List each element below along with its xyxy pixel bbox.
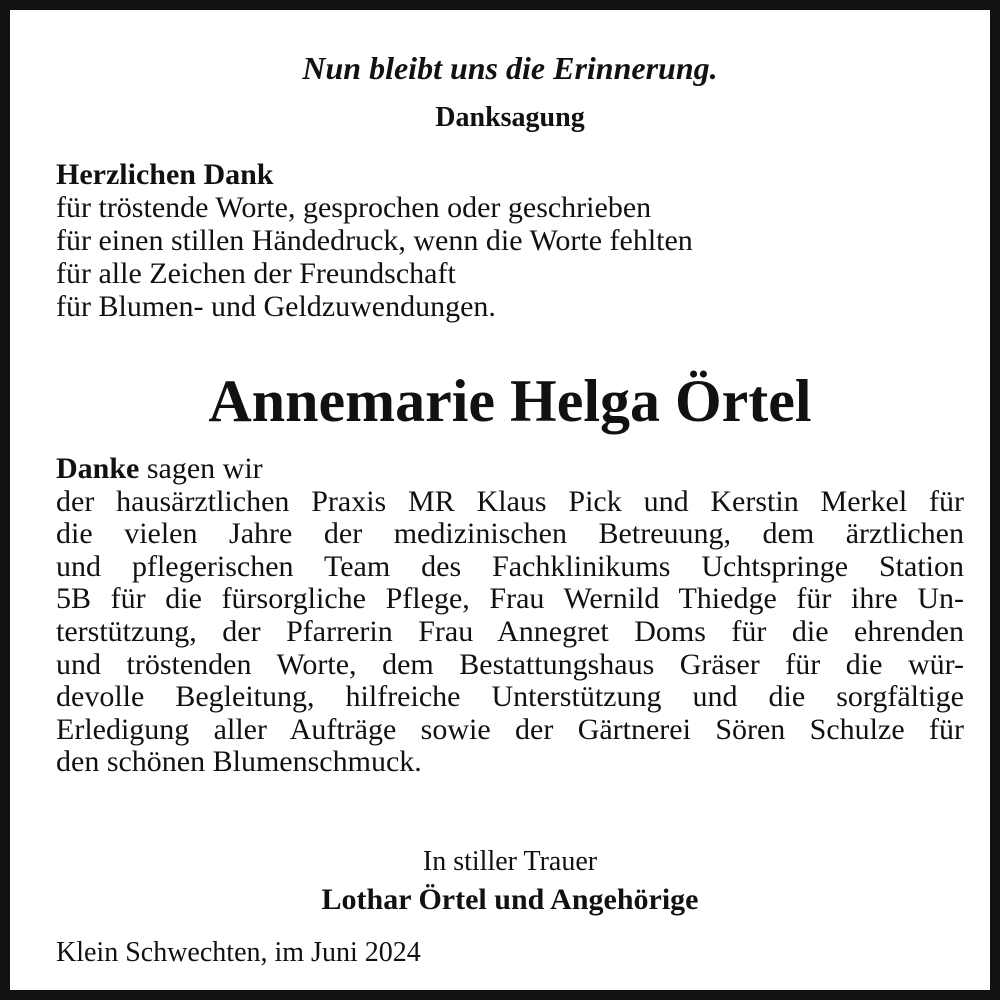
thanks-line: für alle Zeichen der Freundschaft [56, 257, 456, 290]
danke-line: die vielen Jahre der medizinischen Betreuung, dem ärztlichen [56, 517, 964, 551]
thanks-line: für tröstende Worte, gesprochen oder geschrieben [56, 191, 652, 224]
danke-lead: Danke [56, 452, 140, 485]
heading-danksagung: Danksagung [435, 102, 585, 133]
signers: Lothar Örtel und Angehörige [321, 883, 699, 916]
danke-intro-line [56, 453, 964, 486]
danke-line: devolle Begleitung, hilfreiche Unterstützung und die sorgfältige [56, 680, 964, 714]
thanks-line: für einen stillen Händedruck, wenn die Worte fehlten [56, 224, 693, 257]
thanks-block [56, 158, 956, 323]
danke-line: und tröstenden Worte, dem Bestattungshaus Gräser für die wür- [56, 647, 964, 681]
mourning-phrase: In stiller Trauer [422, 846, 598, 877]
danke-line: terstützung, der Pfarrerin Frau Annegret Doms für die ehrenden [56, 614, 964, 648]
deceased-name: Annemarie Helga Örtel [208, 368, 812, 434]
danke-line: der hausärztlichen Praxis MR Klaus Pick und Kerstin Merkel für [56, 484, 964, 518]
danke-intro: sagen wir [139, 452, 263, 485]
danke-line: und pflegerischen Team des Fachklinikums Uchtspringe Station [56, 549, 964, 583]
motto: Nun bleibt uns die Erinnerung. [302, 50, 718, 86]
thanks-line: für Blumen- und Geldzuwendungen. [56, 290, 496, 323]
danke-line: den schönen Blumenschmuck. [56, 745, 422, 779]
danke-block [56, 453, 964, 779]
danke-line: Erledigung aller Aufträge sowie der Gärtnerei Sören Schulze für [56, 712, 964, 746]
danke-line: 5B für die fürsorgliche Pflege, Frau Wernild Thiedge für ihre Un- [56, 582, 964, 616]
place-date: Klein Schwechten, im Juni 2024 [56, 937, 421, 968]
thanks-lead: Herzlichen Dank [56, 158, 274, 191]
